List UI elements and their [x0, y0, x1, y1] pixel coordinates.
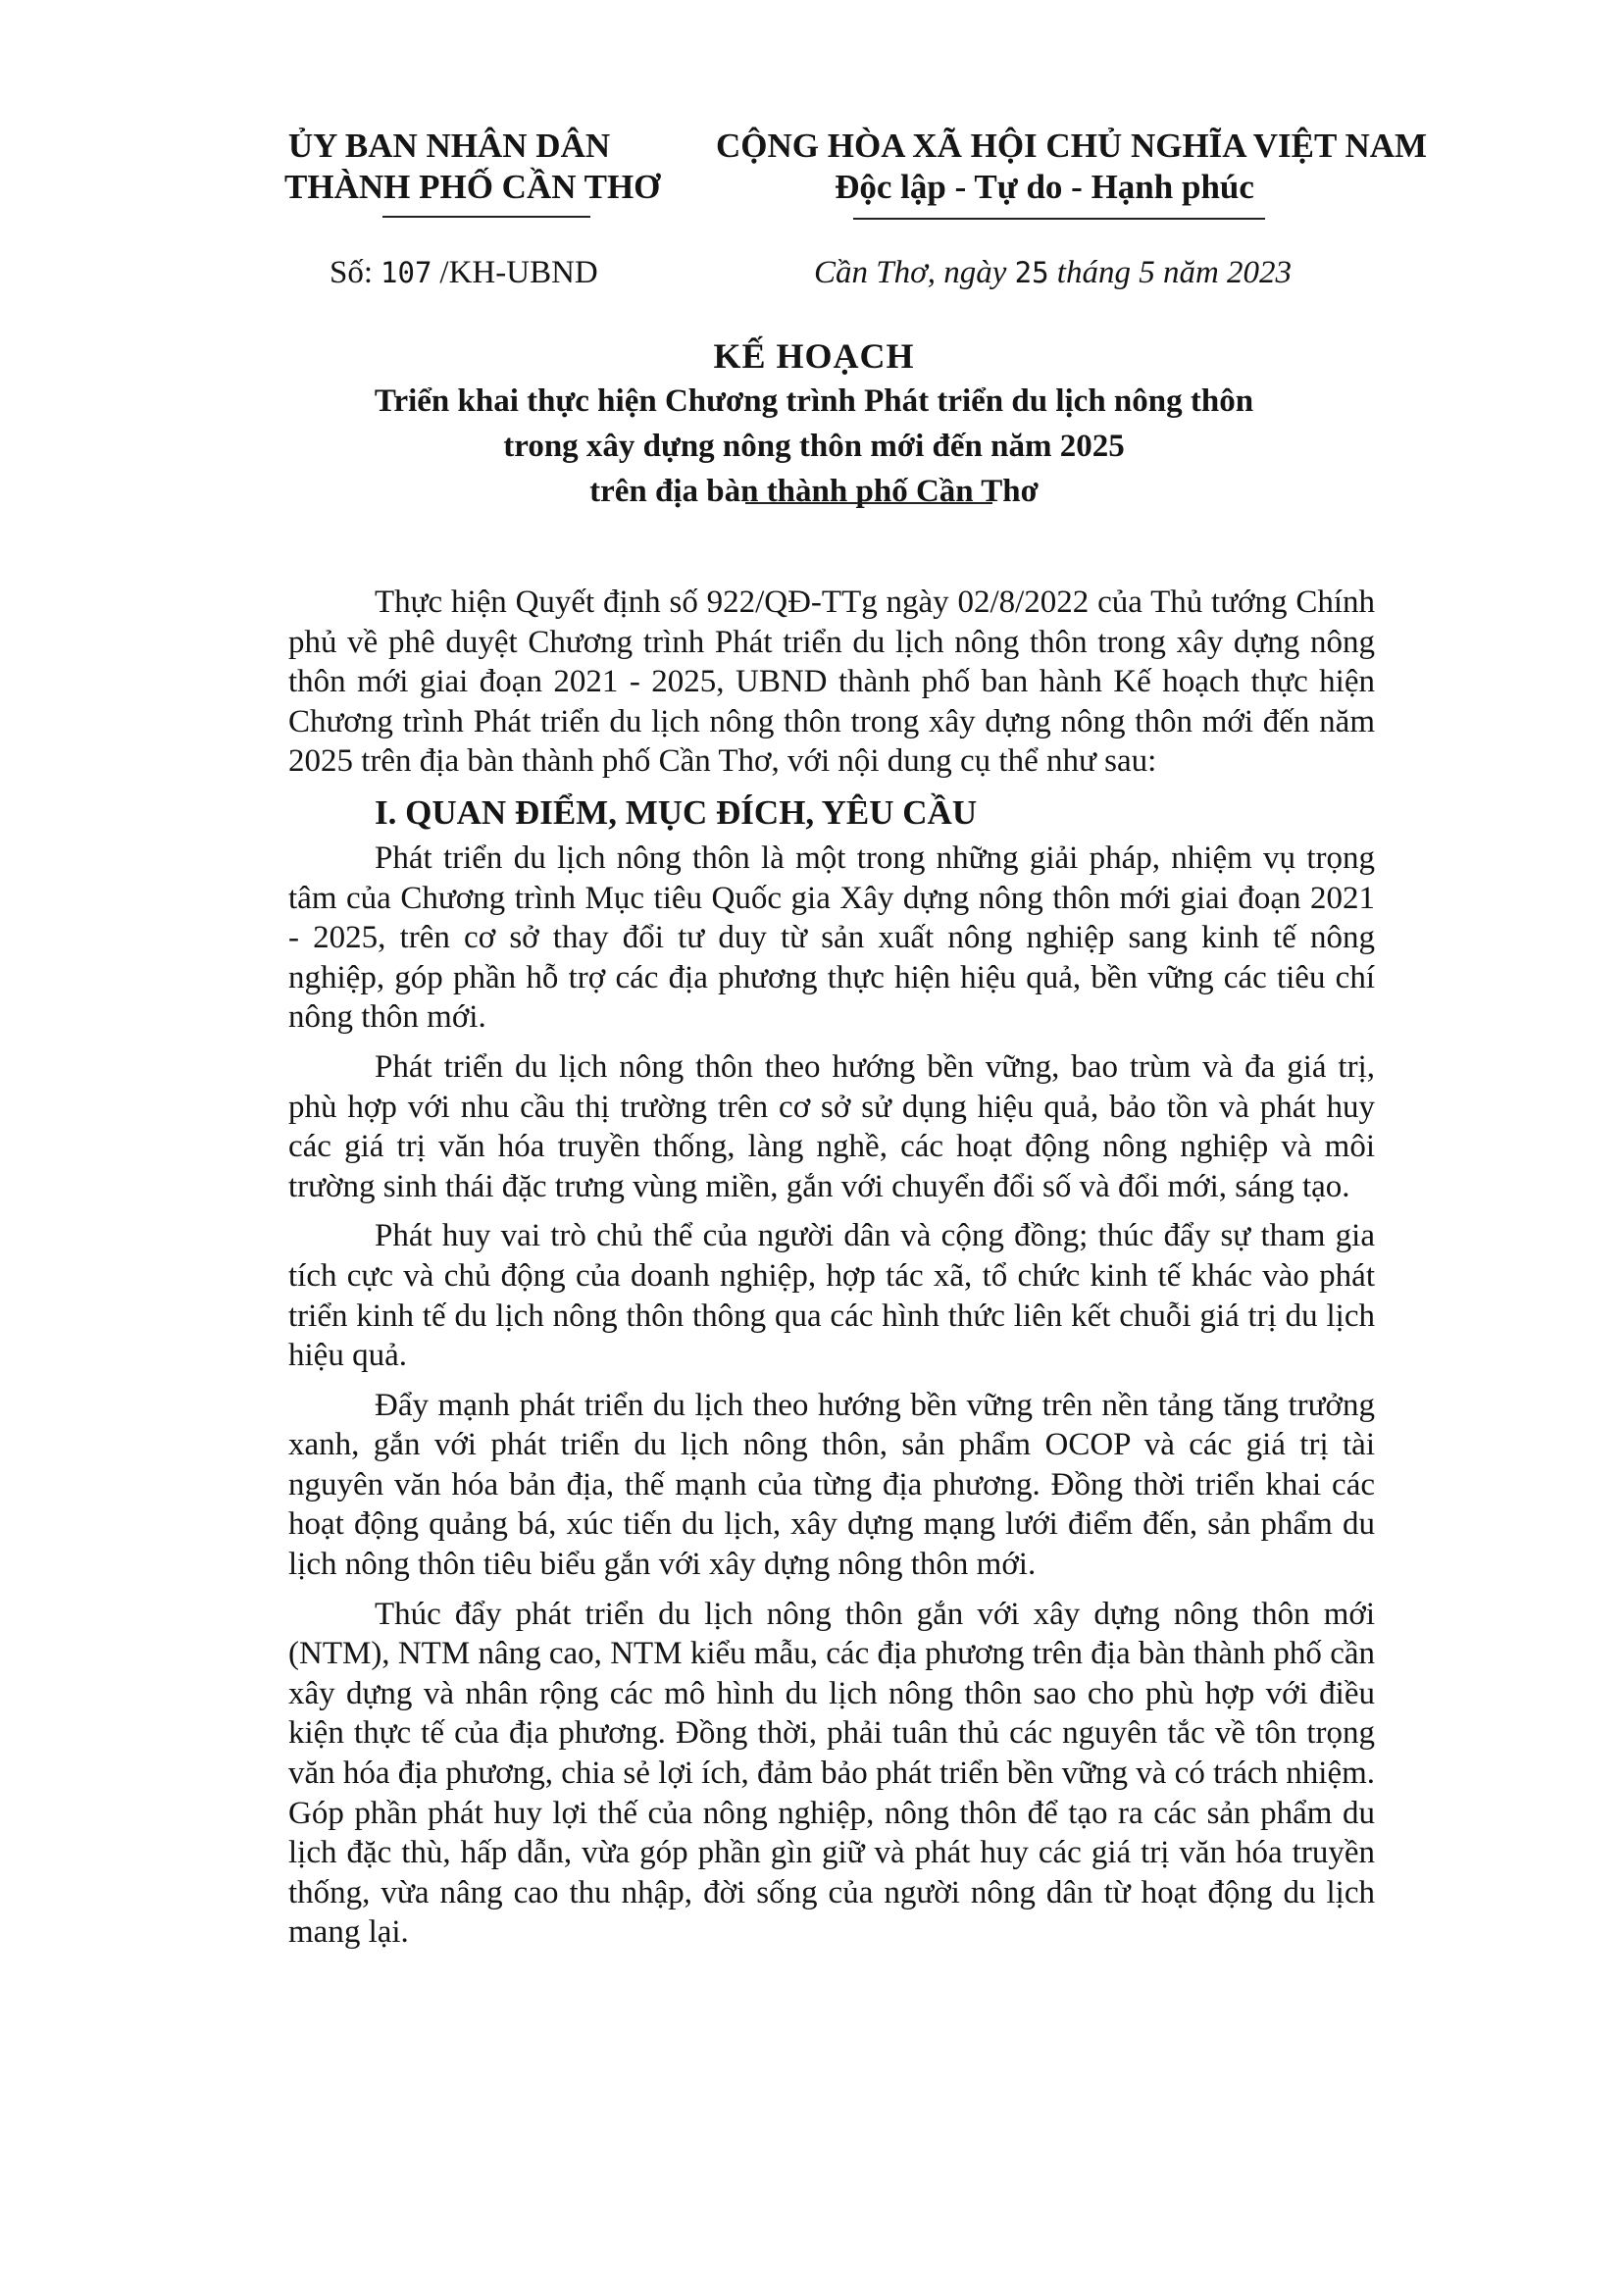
- authority-line-2: THÀNH PHỐ CẦN THƠ: [284, 168, 661, 206]
- doc-number-value: 107: [381, 256, 432, 289]
- document-date: [814, 255, 1292, 291]
- date-part-2: tháng 5 năm 2023: [1048, 255, 1293, 290]
- title-subtitle-line-2: trong xây dựng nông thôn mới đến năm 2025: [503, 429, 1125, 464]
- paragraph-4: Đẩy mạnh phát triển du lịch theo hướng bền vững trên nền tảng tăng trưởng xanh, gắn với phát triển du lịch nông thôn, sản phẩm OCOP và các giá trị tài nguyên văn hóa bản địa, thế mạnh của từng địa phương. Đồng thời triển khai các hoạt động quảng bá, xúc tiến du lịch, xây dựng mạng lưới điểm đến, sản phẩm du lịch nông thôn tiêu biểu gắn với xây dựng nông thôn mới.: [288, 1387, 1375, 1583]
- title-subtitle-line-3: trên địa bàn thành phố Cần Thơ: [589, 474, 1039, 509]
- title-main: KẾ HOẠCH: [713, 336, 915, 376]
- document-number: [330, 255, 598, 291]
- motto-underline: [853, 218, 1265, 220]
- issuing-authority: [284, 126, 661, 208]
- document-title: [275, 333, 1353, 514]
- paragraph-5: Thúc đẩy phát triển du lịch nông thôn gắn với xây dựng nông thôn mới (NTM), NTM nâng cao, NTM kiểu mẫu, các địa phương trên địa bàn thành phố cần xây dựng và nhân rộng các mô hình du lịch nông thôn sao cho phù hợp với điều kiện thực tế của địa phương. Đồng thời, phải tuân thủ các nguyên tắc về tôn trọng văn hóa địa phương, chia sẻ lợi ích, đảm bảo phát triển bền vững và có trách nhiệm. Góp phần phát huy lợi thế của nông nghiệp, nông thôn để tạo ra các sản phẩm du lịch đặc thù, hấp dẫn, vừa góp phần gìn giữ và phát huy các giá trị văn hóa truyền thống, vừa nâng cao thu nhập, đời sống của người nông dân từ hoạt động du lịch mang lại.: [288, 1596, 1376, 1951]
- paragraph-1: Phát triển du lịch nông thôn là một trong những giải pháp, nhiệm vụ trọng tâm của Chương trình Mục tiêu Quốc gia Xây dựng nông thôn mới giai đoạn 2021 - 2025, trên cơ sở thay đổi tư duy từ sản xuất nông nghiệp sang kinh tế nông nghiệp, góp phần hỗ trợ các địa phương thực hiện hiệu quả, bền vững các tiêu chí nông thôn mới.: [288, 840, 1375, 1036]
- doc-number-prefix: Số:: [330, 255, 374, 290]
- date-day: 25: [1014, 256, 1049, 289]
- date-part-1: Cần Thơ, ngày: [814, 255, 1015, 290]
- section-heading: I. QUAN ĐIỂM, MỤC ĐÍCH, YÊU CẦU: [375, 792, 978, 832]
- title-subtitle-line-1: Triển khai thực hiện Chương trình Phát triển du lịch nông thôn: [374, 383, 1254, 419]
- authority-line-1: ỦY BAN NHÂN DÂN: [287, 127, 611, 165]
- paragraph-3: Phát huy vai trò chủ thể của người dân và cộng đồng; thúc đẩy sự tham gia tích cực và chủ động của doanh nghiệp, hợp tác xã, tổ chức kinh tế khác vào phát triển kinh tế du lịch nông thôn thông qua các hình thức liên kết chuỗi giá trị du lịch hiệu quả.: [288, 1218, 1375, 1374]
- document-body: [288, 583, 1375, 1962]
- paragraph-2: Phát triển du lịch nông thôn theo hướng bền vững, bao trùm và đa giá trị, phù hợp với nhu cầu thị trường trên cơ sở sử dụng hiệu quả, bảo tồn và phát huy các giá trị văn hóa truyền thống, làng nghề, các hoạt động nông nghiệp và môi trường sinh thái đặc trưng vùng miền, gắn với chuyển đổi số và đổi mới, sáng tạo.: [288, 1048, 1375, 1204]
- authority-underline: [382, 216, 590, 218]
- national-name: CỘNG HÒA XÃ HỘI CHỦ NGHĨA VIỆT NAM: [716, 127, 1428, 165]
- doc-number-suffix: /KH-UBND: [439, 255, 598, 290]
- intro-paragraph: Thực hiện Quyết định số 922/QĐ-TTg ngày 02/8/2022 của Thủ tướng Chính phủ về phê duyệt Chương trình Phát triển du lịch nông thôn trong xây dựng nông thôn mới giai đoạn 2021 - 2025, UBND thành phố ban hành Kế hoạch thực hiện Chương trình Phát triển du lịch nông thôn trong xây dựng nông thôn mới đến năm 2025 trên địa bàn thành phố Cần Thơ, với nội dung cụ thể như sau:: [288, 585, 1375, 780]
- title-underline: [745, 502, 992, 504]
- motto-line: Độc lập - Tự do - Hạnh phúc: [835, 168, 1254, 206]
- national-motto: [716, 126, 1428, 208]
